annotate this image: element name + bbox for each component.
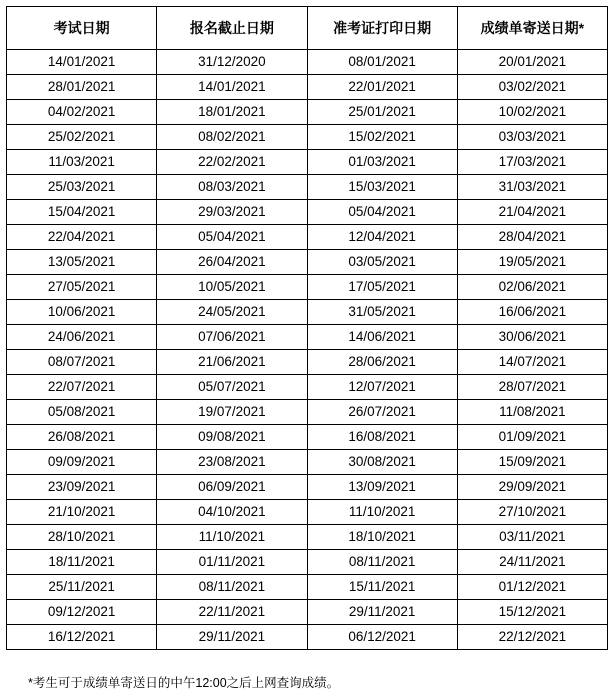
registration-deadline-cell: 21/06/2021 xyxy=(157,350,307,375)
table-row xyxy=(7,350,608,375)
registration-deadline-cell: 26/04/2021 xyxy=(157,250,307,275)
registration-deadline-cell: 07/06/2021 xyxy=(157,325,307,350)
registration-deadline-cell: 01/11/2021 xyxy=(157,550,307,575)
registration-deadline-cell: 08/11/2021 xyxy=(157,575,307,600)
exam-date-cell: 18/11/2021 xyxy=(7,550,157,575)
ticket-print-date-cell: 31/05/2021 xyxy=(307,300,457,325)
ticket-print-date-cell: 18/10/2021 xyxy=(307,525,457,550)
table-row xyxy=(7,175,608,200)
ticket-print-date-cell: 17/05/2021 xyxy=(307,275,457,300)
registration-deadline-cell: 18/01/2021 xyxy=(157,100,307,125)
score-report-date-cell: 03/11/2021 xyxy=(457,525,607,550)
score-report-date-cell: 28/04/2021 xyxy=(457,225,607,250)
registration-deadline-cell: 08/02/2021 xyxy=(157,125,307,150)
ticket-print-date-cell: 15/03/2021 xyxy=(307,175,457,200)
score-report-date-cell: 30/06/2021 xyxy=(457,325,607,350)
score-report-date-cell: 03/02/2021 xyxy=(457,75,607,100)
ticket-print-date-cell: 06/12/2021 xyxy=(307,625,457,650)
exam-schedule-table xyxy=(6,6,608,650)
table-row xyxy=(7,550,608,575)
table-row xyxy=(7,325,608,350)
exam-date-cell: 15/04/2021 xyxy=(7,200,157,225)
registration-deadline-cell: 22/02/2021 xyxy=(157,150,307,175)
table-row xyxy=(7,625,608,650)
score-report-date-cell: 27/10/2021 xyxy=(457,500,607,525)
ticket-print-date-cell: 15/02/2021 xyxy=(307,125,457,150)
ticket-print-date-cell: 29/11/2021 xyxy=(307,600,457,625)
table-row xyxy=(7,250,608,275)
exam-date-cell: 11/03/2021 xyxy=(7,150,157,175)
ticket-print-date-cell: 03/05/2021 xyxy=(307,250,457,275)
score-report-date-cell: 14/07/2021 xyxy=(457,350,607,375)
table-row xyxy=(7,600,608,625)
score-report-date-cell: 21/04/2021 xyxy=(457,200,607,225)
exam-date-cell: 27/05/2021 xyxy=(7,275,157,300)
table-row xyxy=(7,150,608,175)
header-score-report-mail-date-label: 成绩单寄送日期* xyxy=(480,20,585,36)
registration-deadline-cell: 10/05/2021 xyxy=(157,275,307,300)
score-report-date-cell: 16/06/2021 xyxy=(457,300,607,325)
registration-deadline-cell: 09/08/2021 xyxy=(157,425,307,450)
exam-date-cell: 24/06/2021 xyxy=(7,325,157,350)
registration-deadline-cell: 08/03/2021 xyxy=(157,175,307,200)
table-row xyxy=(7,400,608,425)
registration-deadline-cell: 19/07/2021 xyxy=(157,400,307,425)
score-report-date-cell: 15/12/2021 xyxy=(457,600,607,625)
registration-deadline-cell: 22/11/2021 xyxy=(157,600,307,625)
table-row xyxy=(7,425,608,450)
header-admission-ticket-print-date: 准考证打印日期 xyxy=(307,7,457,50)
table-row xyxy=(7,50,608,75)
score-report-date-cell: 11/08/2021 xyxy=(457,400,607,425)
exam-date-cell: 08/07/2021 xyxy=(7,350,157,375)
exam-date-cell: 26/08/2021 xyxy=(7,425,157,450)
score-report-date-cell: 17/03/2021 xyxy=(457,150,607,175)
header-exam-date: 考试日期 xyxy=(7,7,157,50)
ticket-print-date-cell: 15/11/2021 xyxy=(307,575,457,600)
table-row xyxy=(7,275,608,300)
ticket-print-date-cell: 26/07/2021 xyxy=(307,400,457,425)
score-report-date-cell: 31/03/2021 xyxy=(457,175,607,200)
ticket-print-date-cell: 11/10/2021 xyxy=(307,500,457,525)
table-row xyxy=(7,125,608,150)
registration-deadline-cell: 23/08/2021 xyxy=(157,450,307,475)
exam-date-cell: 05/08/2021 xyxy=(7,400,157,425)
table-row xyxy=(7,200,608,225)
table-row xyxy=(7,450,608,475)
score-report-date-cell: 24/11/2021 xyxy=(457,550,607,575)
score-report-date-cell: 28/07/2021 xyxy=(457,375,607,400)
ticket-print-date-cell: 12/07/2021 xyxy=(307,375,457,400)
exam-date-cell: 21/10/2021 xyxy=(7,500,157,525)
footnote: *考生可于成绩单寄送日的中午12:00之后上网查询成绩。 xyxy=(28,676,340,690)
table-row xyxy=(7,475,608,500)
exam-date-cell: 22/07/2021 xyxy=(7,375,157,400)
registration-deadline-cell: 05/04/2021 xyxy=(157,225,307,250)
exam-date-cell: 28/10/2021 xyxy=(7,525,157,550)
table-row xyxy=(7,375,608,400)
exam-date-cell: 04/02/2021 xyxy=(7,100,157,125)
exam-date-cell: 28/01/2021 xyxy=(7,75,157,100)
ticket-print-date-cell: 16/08/2021 xyxy=(307,425,457,450)
score-report-date-cell: 20/01/2021 xyxy=(457,50,607,75)
score-report-date-cell: 22/12/2021 xyxy=(457,625,607,650)
score-report-date-cell: 01/12/2021 xyxy=(457,575,607,600)
exam-date-cell: 09/12/2021 xyxy=(7,600,157,625)
exam-date-cell: 09/09/2021 xyxy=(7,450,157,475)
table-body xyxy=(7,50,608,650)
table-header-row xyxy=(7,7,608,50)
registration-deadline-cell: 31/12/2020 xyxy=(157,50,307,75)
table-row xyxy=(7,500,608,525)
exam-date-cell: 14/01/2021 xyxy=(7,50,157,75)
registration-deadline-cell: 06/09/2021 xyxy=(157,475,307,500)
ticket-print-date-cell: 01/03/2021 xyxy=(307,150,457,175)
exam-date-cell: 25/02/2021 xyxy=(7,125,157,150)
registration-deadline-cell: 05/07/2021 xyxy=(157,375,307,400)
table-row xyxy=(7,225,608,250)
score-report-date-cell: 03/03/2021 xyxy=(457,125,607,150)
ticket-print-date-cell: 30/08/2021 xyxy=(307,450,457,475)
score-report-date-cell: 02/06/2021 xyxy=(457,275,607,300)
score-report-date-cell: 01/09/2021 xyxy=(457,425,607,450)
header-registration-deadline: 报名截止日期 xyxy=(157,7,307,50)
table-row xyxy=(7,525,608,550)
exam-date-cell: 25/11/2021 xyxy=(7,575,157,600)
exam-date-cell: 13/05/2021 xyxy=(7,250,157,275)
ticket-print-date-cell: 08/11/2021 xyxy=(307,550,457,575)
exam-date-cell: 10/06/2021 xyxy=(7,300,157,325)
ticket-print-date-cell: 22/01/2021 xyxy=(307,75,457,100)
registration-deadline-cell: 29/11/2021 xyxy=(157,625,307,650)
exam-date-cell: 23/09/2021 xyxy=(7,475,157,500)
ticket-print-date-cell: 12/04/2021 xyxy=(307,225,457,250)
table-row xyxy=(7,575,608,600)
exam-date-cell: 25/03/2021 xyxy=(7,175,157,200)
registration-deadline-cell: 14/01/2021 xyxy=(157,75,307,100)
score-report-date-cell: 19/05/2021 xyxy=(457,250,607,275)
table-row xyxy=(7,300,608,325)
score-report-date-cell: 10/02/2021 xyxy=(457,100,607,125)
registration-deadline-cell: 24/05/2021 xyxy=(157,300,307,325)
score-report-date-cell: 15/09/2021 xyxy=(457,450,607,475)
registration-deadline-cell: 11/10/2021 xyxy=(157,525,307,550)
table-row xyxy=(7,75,608,100)
exam-date-cell: 22/04/2021 xyxy=(7,225,157,250)
registration-deadline-cell: 04/10/2021 xyxy=(157,500,307,525)
ticket-print-date-cell: 28/06/2021 xyxy=(307,350,457,375)
registration-deadline-cell: 29/03/2021 xyxy=(157,200,307,225)
header-score-report-mail-date xyxy=(457,7,607,50)
ticket-print-date-cell: 25/01/2021 xyxy=(307,100,457,125)
ticket-print-date-cell: 13/09/2021 xyxy=(307,475,457,500)
ticket-print-date-cell: 08/01/2021 xyxy=(307,50,457,75)
exam-date-cell: 16/12/2021 xyxy=(7,625,157,650)
table-row xyxy=(7,100,608,125)
ticket-print-date-cell: 14/06/2021 xyxy=(307,325,457,350)
score-report-date-cell: 29/09/2021 xyxy=(457,475,607,500)
ticket-print-date-cell: 05/04/2021 xyxy=(307,200,457,225)
